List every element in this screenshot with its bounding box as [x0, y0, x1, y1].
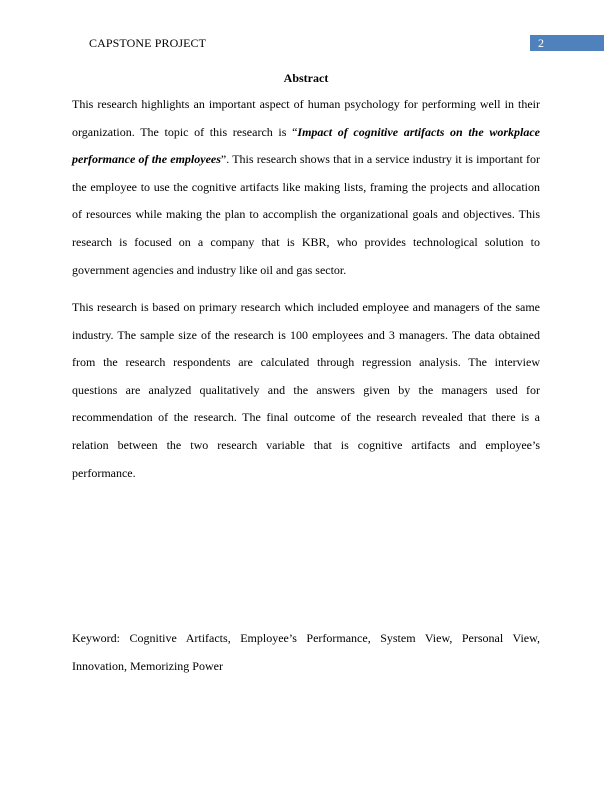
running-head: CAPSTONE PROJECT	[89, 36, 207, 50]
abstract-heading: Abstract	[283, 71, 329, 85]
keywords-line: Keyword: Cognitive Artifacts, Employee’s Performance, System View, Personal View, Innovation, Memorizing Power	[72, 631, 540, 673]
paragraph-1-rest: ”. This research shows that in a service industry it is important for the employee to use the cognitive artifacts like making lists, framing the projects and allocation of resources while making the plan to accomplish the organizational goals and objectives. This research is focused on a company that is KBR, who provides technological solution to government agencies and industry like oil and gas sector.	[72, 152, 540, 277]
page-number: 2	[530, 35, 604, 51]
paragraph-1-lead: This research highlights an important aspect of human psychology for performing well in their organization. The topic of this research is “	[72, 97, 540, 139]
research-topic: Impact of cognitive artifacts on the workplace performance of the employees	[72, 124, 540, 167]
abstract-paragraph-1	[72, 91, 540, 284]
abstract-paragraph-2: This research is based on primary research which included employee and managers of the same industry. The sample size of the research is 100 employees and 3 managers. The data obtained from the research respondents are calculated through regression analysis. The interview questions are analyzed qualitatively and the answers given by the managers used for recommendation of the research. The final outcome of the research revealed that there is a relation between the two research variable that is cognitive artifacts and employee’s performance.	[72, 300, 540, 480]
